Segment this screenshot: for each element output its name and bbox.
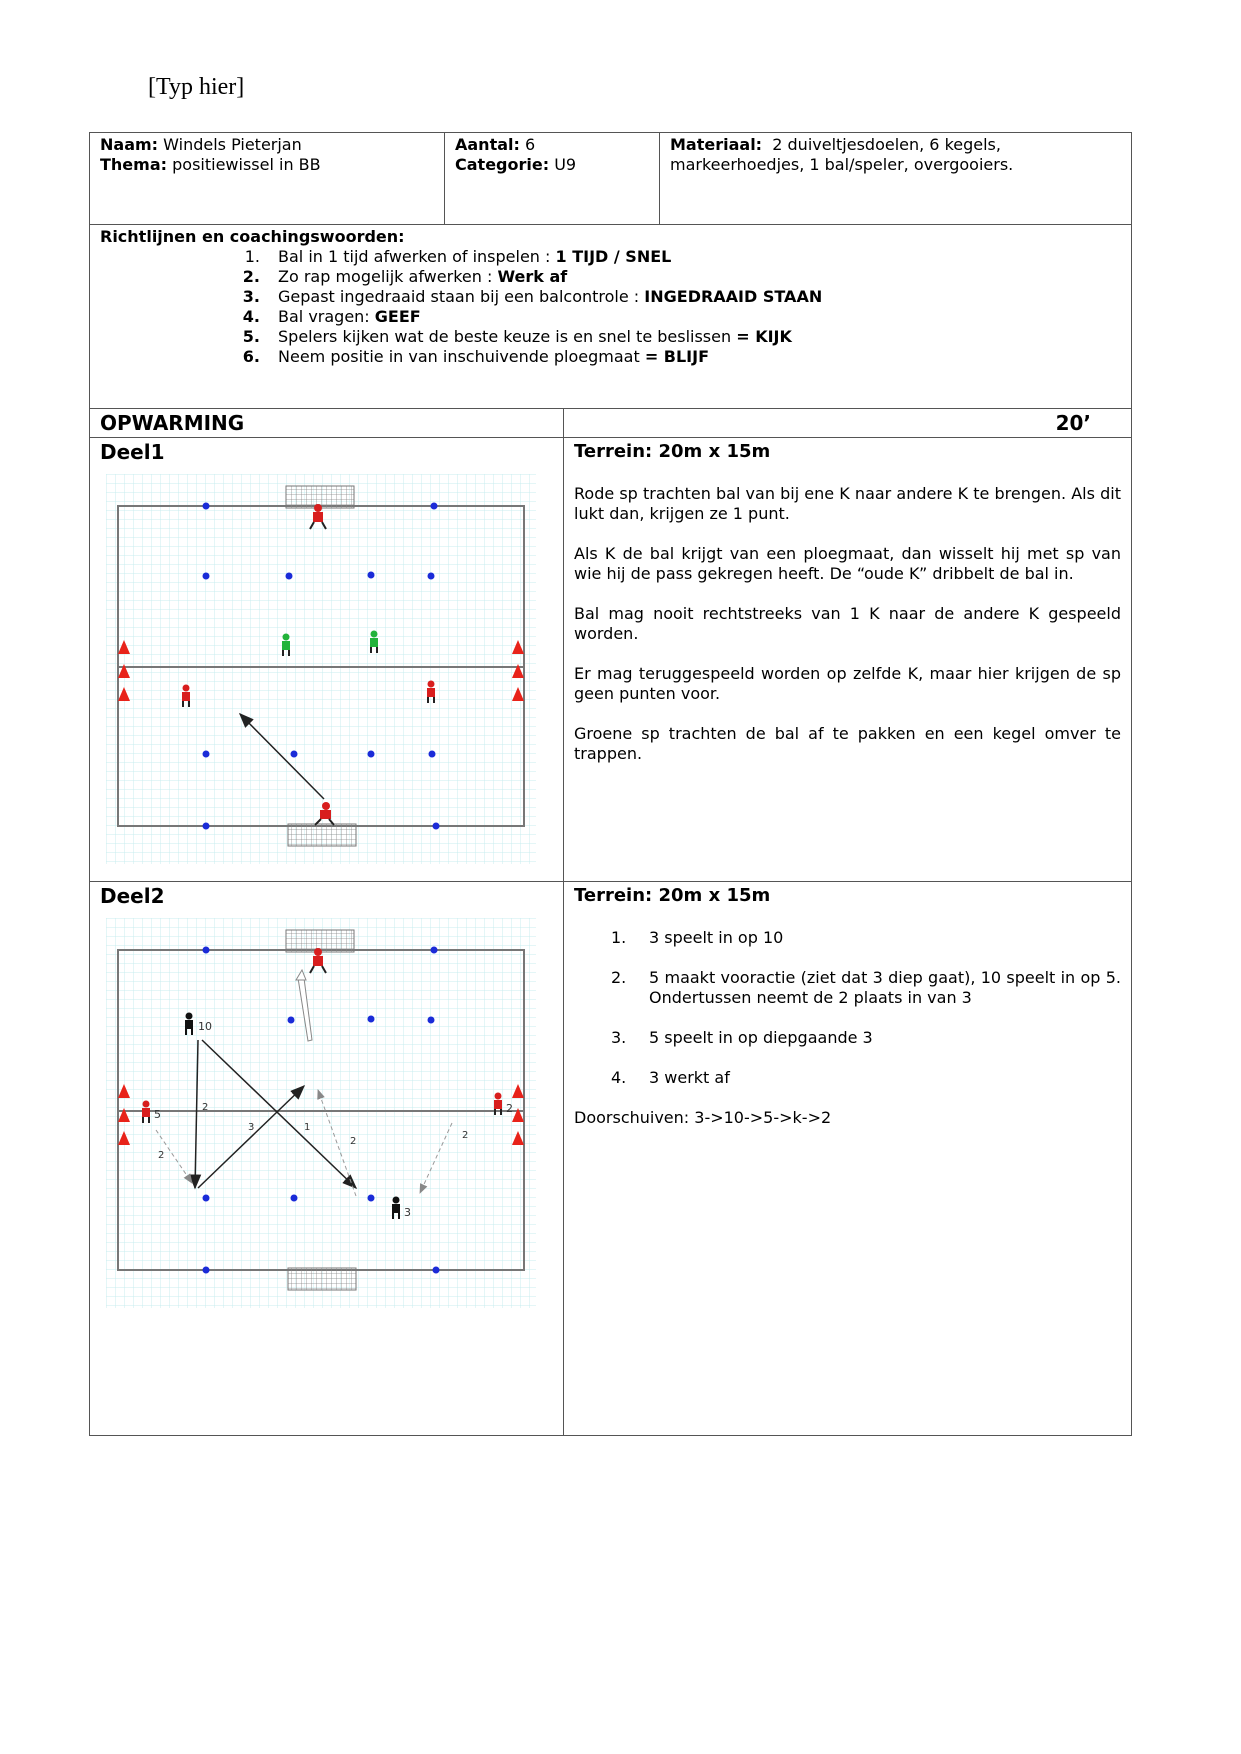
deel1-paragraph: Als K de bal krijgt van een ploegmaat, dan wisselt hij met sp van wie hij de pass gekregen heeft. De “oude K” dribbelt de bal in.	[574, 544, 1121, 583]
deel1-terrain: Terrein: 20m x 15m	[574, 441, 771, 462]
guidelines-title: Richtlijnen en coachingswoorden:	[100, 227, 405, 246]
categorie-label: Categorie:	[455, 155, 550, 174]
label-2: 2	[506, 1102, 513, 1115]
info-count-cell	[445, 133, 660, 225]
deel1-paragraph: Er mag teruggespeeld worden op zelfde K, maar hier krijgen de sp geen punten voor.	[574, 664, 1121, 703]
categorie-value: U9	[554, 155, 577, 174]
page-header: [Typ hier]	[148, 74, 245, 100]
step-num: 4.	[611, 1068, 627, 1087]
guideline-num: 6.	[242, 347, 260, 366]
deel2-terrain: Terrein: 20m x 15m	[574, 885, 771, 906]
info-name-cell	[90, 133, 445, 225]
materiaal-value: 2 duiveltjesdoelen, 6 kegels, markeerhoedjes, 1 bal/speler, overgooiers.	[670, 135, 1014, 174]
step-num: 2.	[611, 968, 627, 987]
goal-bottom	[288, 1268, 356, 1290]
guideline-num: 2.	[242, 267, 260, 286]
deel1-text-cell	[564, 438, 1132, 882]
guideline-text: Zo rap mogelijk afwerken :	[278, 267, 498, 286]
aantal-label: Aantal:	[455, 135, 520, 154]
arrow-label-2: 2	[202, 1102, 209, 1113]
materiaal-label: Materiaal:	[670, 135, 763, 154]
grid-background	[106, 474, 536, 864]
guideline-text: Bal vragen:	[278, 307, 375, 326]
deel1-field-diagram	[106, 474, 536, 864]
warmup-duration: 20’	[1055, 411, 1091, 435]
naam-label: Naam:	[100, 135, 159, 154]
guideline-keyword: INGEDRAAID STAAN	[644, 287, 823, 306]
step-text: 5 speelt in op diepgaande 3	[649, 1028, 873, 1047]
deel1-paragraph: Bal mag nooit rechtstreeks van 1 K naar de andere K gespeeld worden.	[574, 604, 1121, 643]
aantal-value: 6	[525, 135, 536, 154]
guideline-keyword: Werk af	[497, 267, 568, 286]
guideline-num: 3.	[242, 287, 260, 306]
training-sheet	[89, 132, 1132, 1436]
deel1-paragraph: Rode sp trachten bal van bij ene K naar andere K te brengen. Als dit lukt dan, krijgen ze 1 punt.	[574, 484, 1121, 523]
step-num: 1.	[611, 928, 627, 947]
guideline-keyword: = BLIJF	[644, 347, 710, 366]
deel2-text-cell	[564, 882, 1132, 1436]
guidelines-cell	[90, 225, 1132, 409]
step-item	[574, 928, 1121, 948]
naam-value: Windels Pieterjan	[163, 135, 302, 154]
step-text: 3 speelt in op 10	[649, 928, 784, 947]
thema-value: positiewissel in BB	[172, 155, 321, 174]
step-text: 5 maakt vooractie (ziet dat 3 diep gaat), 10 speelt in op 5. Ondertussen neemt de 2 plaats in van 3	[649, 968, 1121, 1007]
step-text: 3 werkt af	[649, 1068, 730, 1087]
guideline-num: 5.	[242, 327, 260, 346]
guidelines-list	[100, 247, 1121, 367]
goal-bottom	[288, 824, 356, 846]
deel1-paragraph: Groene sp trachten de bal af te pakken en een kegel omver te trappen.	[574, 724, 1121, 763]
deel2-field-diagram	[106, 918, 536, 1308]
deel2-steps	[574, 928, 1121, 1088]
grid-background	[106, 918, 536, 1308]
guideline-item	[225, 287, 1121, 307]
arrow-label-2: 2	[350, 1136, 357, 1147]
step-num: 3.	[611, 1028, 627, 1047]
thema-label: Thema:	[100, 155, 168, 174]
deel1-diagram-cell	[90, 438, 564, 882]
deel2-title: Deel2	[100, 884, 165, 908]
guideline-num: 4.	[242, 307, 260, 326]
warmup-duration-cell	[564, 409, 1132, 438]
guideline-item	[225, 327, 1121, 347]
label-10: 10	[198, 1020, 212, 1033]
guideline-item	[225, 347, 1121, 367]
guideline-keyword: = KIJK	[736, 327, 792, 346]
arrow-label-2: 2	[462, 1130, 469, 1141]
arrow-label-2: 2	[158, 1150, 165, 1161]
warmup-title-cell	[90, 409, 564, 438]
guideline-keyword: GEEF	[374, 307, 421, 326]
deel1-title: Deel1	[100, 440, 165, 464]
label-3: 3	[404, 1206, 411, 1219]
guideline-text: Gepast ingedraaid staan bij een balcontrole :	[278, 287, 645, 306]
guideline-item	[225, 247, 1121, 267]
guideline-num: 1.	[244, 247, 260, 266]
guideline-text: Bal in 1 tijd afwerken of inspelen :	[278, 247, 556, 266]
guideline-item	[225, 307, 1121, 327]
deel2-diagram-cell	[90, 882, 564, 1436]
label-5: 5	[154, 1108, 161, 1121]
info-material-cell	[660, 133, 1132, 225]
rotation-text: Doorschuiven: 3->10->5->k->2	[574, 1108, 832, 1127]
arrow-label-1: 1	[304, 1122, 311, 1133]
guideline-item	[225, 267, 1121, 287]
guideline-text: Spelers kijken wat de beste keuze is en snel te beslissen	[278, 327, 737, 346]
warmup-title: OPWARMING	[100, 411, 245, 435]
arrow-label-3: 3	[248, 1122, 255, 1133]
guideline-keyword: 1 TIJD / SNEL	[555, 247, 672, 266]
step-item	[574, 1028, 1121, 1048]
guideline-text: Neem positie in van inschuivende ploegmaat	[278, 347, 645, 366]
step-item	[574, 968, 1121, 1008]
step-item	[574, 1068, 1121, 1088]
